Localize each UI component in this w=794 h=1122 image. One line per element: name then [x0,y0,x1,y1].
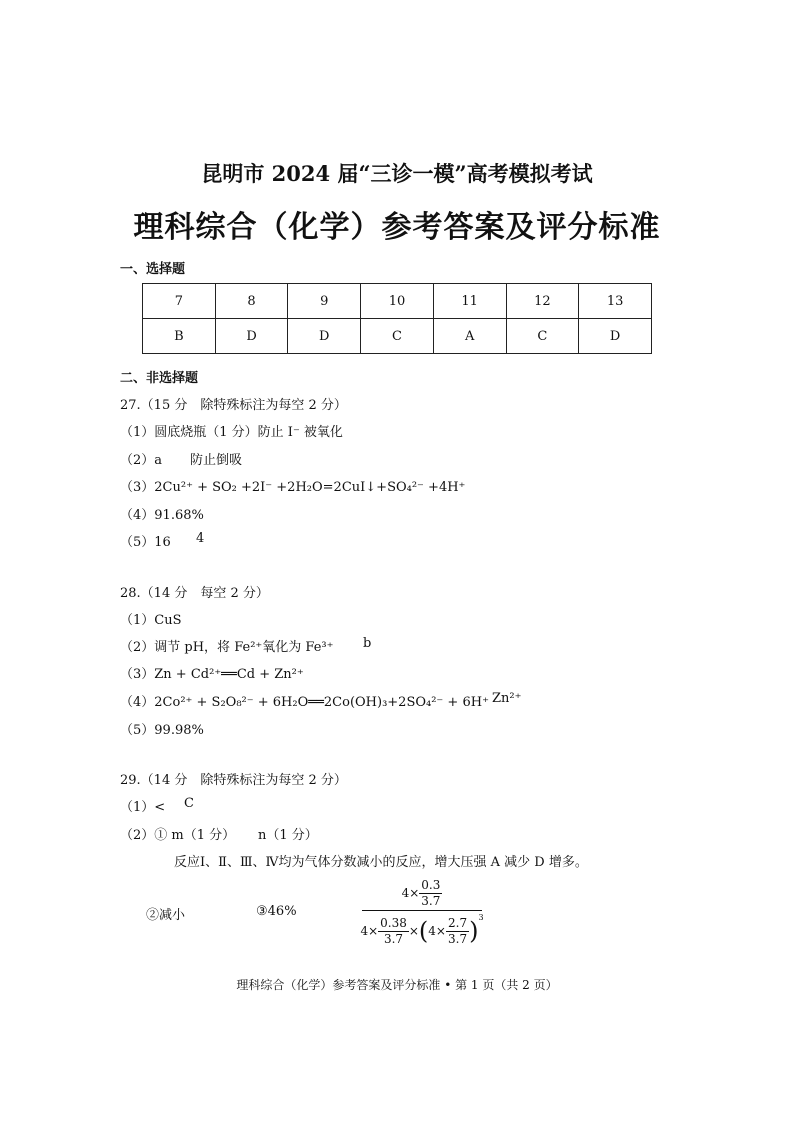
q27-line-2b: 防止倒吸 [190,453,243,468]
q28-line-2a: （2）调节 pH，将 Fe²⁺氧化为 Fe³⁺ [120,640,334,655]
q27-line-1: （1）圆底烧瓶（1 分）防止 I⁻ 被氧化 [120,425,343,440]
formula-numerator [362,876,482,910]
q28-line-4b: Zn²⁺ [492,691,522,706]
q29-line-2b: n（1 分） [258,828,318,843]
q28-heading: 28.（14 分 每空 2 分） [120,586,269,601]
table-row-answers [143,319,652,354]
table-cell: A [433,319,506,354]
q27-line-5a: （5）16 [120,535,171,550]
q29-line-1b: C [184,796,194,811]
q27-line-4: （4）91.68% [120,508,204,523]
formula-denominator [362,911,482,951]
q27-line-2a: （2）a [120,453,163,468]
table-cell: 9 [288,284,361,319]
q28-line-3: （3）Zn + Cd²⁺══Cd + Zn²⁺ [120,667,304,682]
q29-line-3: 反应Ⅰ、Ⅱ、Ⅲ、Ⅳ均为气体分数减小的反应，增大压强 A 减少 D 增多。 [174,855,588,870]
fraction [419,878,442,909]
answer-table [142,283,652,354]
fraction-numerator: 2.7 [448,915,468,930]
table-cell: 8 [215,284,288,319]
q29-line-4b: ③46% [256,904,297,919]
right-paren: ) [469,917,479,945]
q28-line-5: （5）99.98% [120,723,204,738]
formula-text: 4× [360,924,379,938]
document-title: 理科综合（化学）参考答案及评分标准 [133,210,661,245]
table-cell: D [215,319,288,354]
section-heading-nonchoice: 二、非选择题 [120,371,199,386]
table-cell: 7 [143,284,216,319]
exponent: 3 [478,913,484,922]
table-cell: 12 [506,284,579,319]
table-cell: 13 [579,284,652,319]
table-cell: C [361,319,434,354]
q27-heading: 27.（15 分 除特殊标注为每空 2 分） [120,398,347,413]
table-cell: C [506,319,579,354]
table-row-numbers [143,284,652,319]
fraction-denominator: 3.7 [383,931,404,946]
formula-text: × [408,924,419,938]
fraction [446,916,469,947]
formula-text: 4× [401,886,420,900]
table-cell: D [579,319,652,354]
table-cell: D [288,319,361,354]
fraction-numerator: 0.38 [380,915,407,930]
q29-line-1a: （1）< [120,800,166,815]
q29-line-4a: ②减小 [146,908,186,923]
q27-line-5b: 4 [196,531,205,546]
q28-line-1: （1）CuS [120,613,182,628]
fraction-denominator: 3.7 [448,931,468,946]
fraction-denominator: 3.7 [421,893,441,908]
section-heading-choice: 一、选择题 [120,262,186,277]
q27-line-3: （3）2Cu²⁺ + SO₂ +2I⁻ +2H₂O=2CuI↓+SO₄²⁻ +4H⁺ [120,480,466,495]
kp-formula [362,876,482,951]
q29-heading: 29.（14 分 除特殊标注为每空 2 分） [120,773,347,788]
fraction-numerator: 0.3 [421,877,441,892]
page-footer: 理科综合（化学）参考答案及评分标准 • 第 1 页（共 2 页） [236,978,558,992]
table-cell: 11 [433,284,506,319]
left-paren: ( [418,917,429,945]
q28-line-2b: b [363,636,372,651]
table-cell: 10 [361,284,434,319]
fraction [378,916,409,947]
q29-line-2a: （2）① m（1 分） [120,828,236,843]
table-cell: B [143,319,216,354]
formula-text: 4× [428,924,446,938]
exam-title: 昆明市 2024 届“三诊一模”高考模拟考试 [201,161,593,186]
q28-line-4a: （4）2Co²⁺ + S₂O₈²⁻ + 6H₂O══2Co(OH)₃+2SO₄²⁻ + 6H⁺ [120,695,489,710]
